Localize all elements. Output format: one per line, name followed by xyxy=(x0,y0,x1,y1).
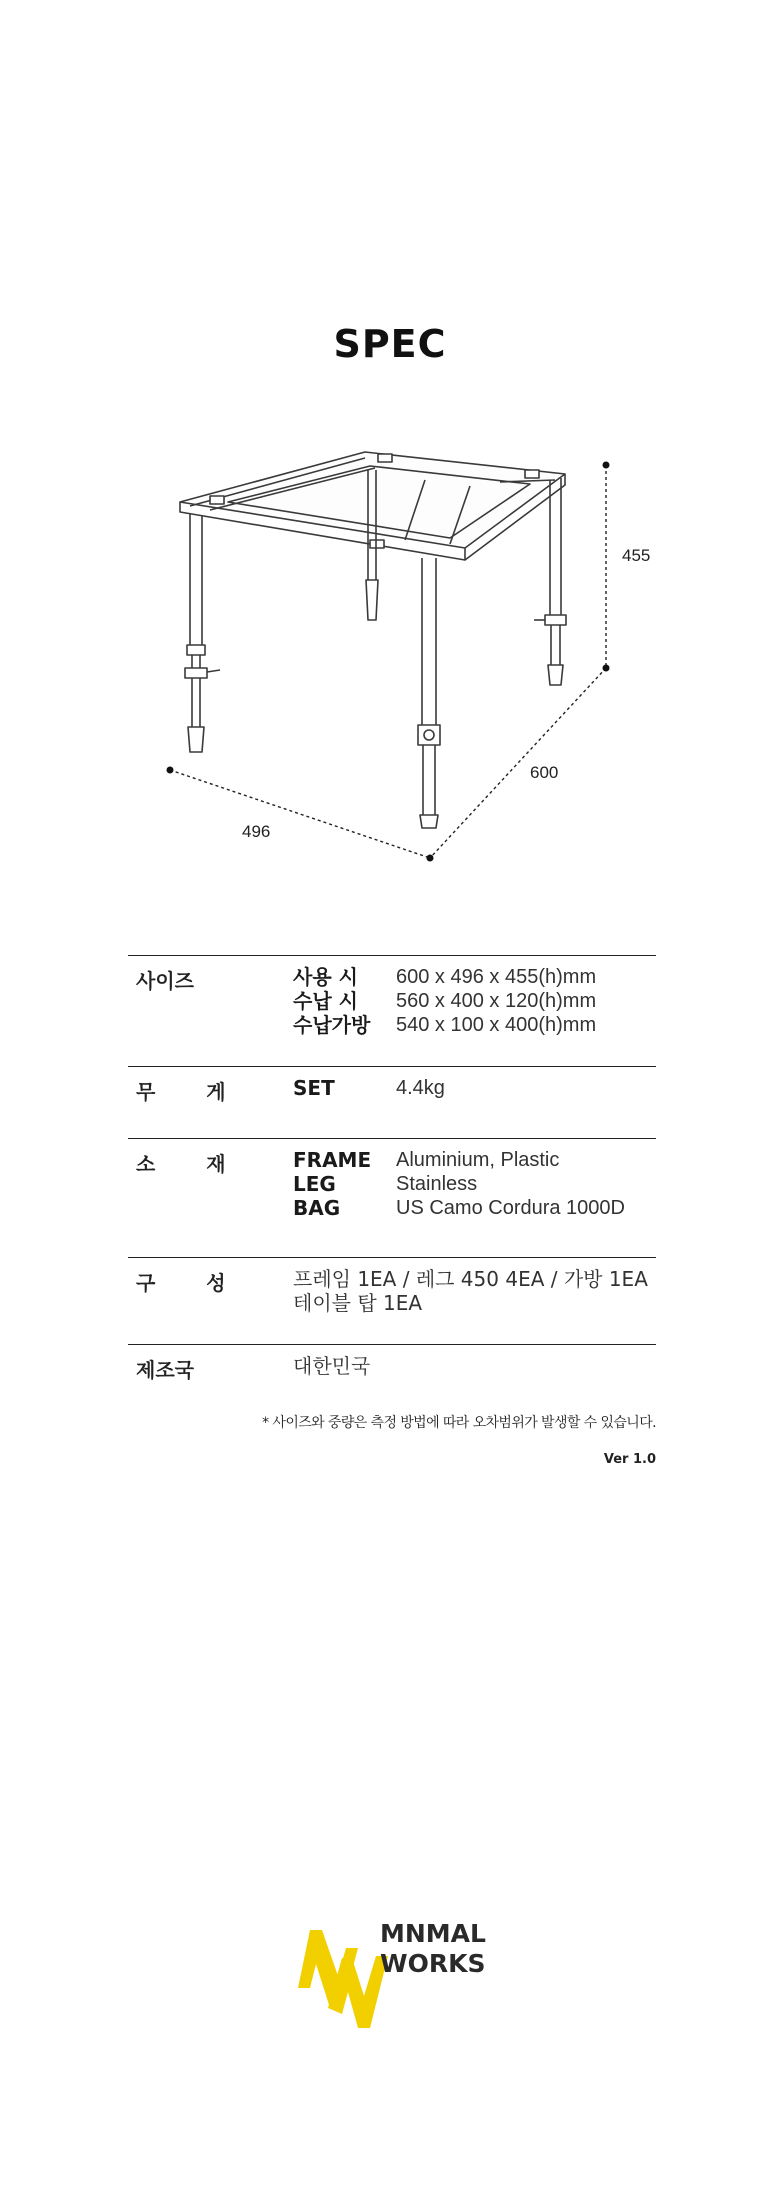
spec-item xyxy=(293,1148,656,1172)
spec-value: 4.4kg xyxy=(396,1077,445,1099)
spec-table xyxy=(128,955,656,1394)
spec-item xyxy=(293,1013,656,1037)
spec-item xyxy=(293,1076,656,1100)
brand-name-line2: WORKS xyxy=(380,1949,486,1978)
spec-row-weight xyxy=(128,1066,656,1138)
dimension-width-label: 496 xyxy=(242,822,271,841)
version-label: Ver 1.0 xyxy=(603,1452,656,1467)
spec-item xyxy=(293,965,656,989)
spec-row-origin xyxy=(128,1344,656,1394)
spec-key: 수납 시 xyxy=(293,989,358,1013)
spec-key: LEG xyxy=(293,1172,336,1196)
spec-key: FRAME xyxy=(293,1148,372,1172)
spec-value: 560 x 400 x 120(h)mm xyxy=(396,990,597,1012)
dimension-depth-label: 600 xyxy=(530,763,559,782)
composition-line: 프레임 1EA / 레그 450 4EA / 가방 1EA xyxy=(293,1267,648,1291)
product-drawing xyxy=(150,440,670,880)
spec-item xyxy=(293,989,656,1013)
page-title: SPEC xyxy=(333,322,447,366)
spec-value: 540 x 100 x 400(h)mm xyxy=(396,1014,597,1036)
composition-line: 테이블 탑 1EA xyxy=(293,1291,423,1315)
spec-item xyxy=(293,1172,656,1196)
brand-name-line1: MNMAL xyxy=(380,1919,486,1948)
dimension-height-label: 455 xyxy=(622,546,651,565)
brand-logo xyxy=(298,1918,498,2038)
spec-key: 수납가방 xyxy=(293,1013,371,1037)
spec-label-size: 사이즈 xyxy=(136,969,194,993)
spec-label-weight: 무 게 xyxy=(136,1080,248,1104)
spec-row-size xyxy=(128,955,656,1066)
measurement-note: * 사이즈와 중량은 측정 방법에 따라 오차범위가 발생할 수 있습니다. xyxy=(262,1415,656,1431)
spec-row-composition xyxy=(128,1257,656,1344)
spec-label-material: 소 재 xyxy=(136,1152,248,1176)
spec-key: SET xyxy=(293,1076,335,1100)
spec-key: 사용 시 xyxy=(293,965,358,989)
spec-value: Aluminium, Plastic xyxy=(396,1149,560,1171)
spec-value: US Camo Cordura 1000D xyxy=(396,1197,625,1219)
spec-value: 600 x 496 x 455(h)mm xyxy=(396,966,597,988)
spec-row-material xyxy=(128,1138,656,1257)
spec-label-origin: 제조국 xyxy=(136,1358,194,1382)
brand-mark-icon xyxy=(298,1930,388,2028)
spec-key: BAG xyxy=(293,1196,341,1220)
spec-value: Stainless xyxy=(396,1173,478,1195)
spec-item xyxy=(293,1196,656,1220)
spec-label-composition: 구 성 xyxy=(136,1271,248,1295)
spec-value: 대한민국 xyxy=(293,1354,371,1378)
